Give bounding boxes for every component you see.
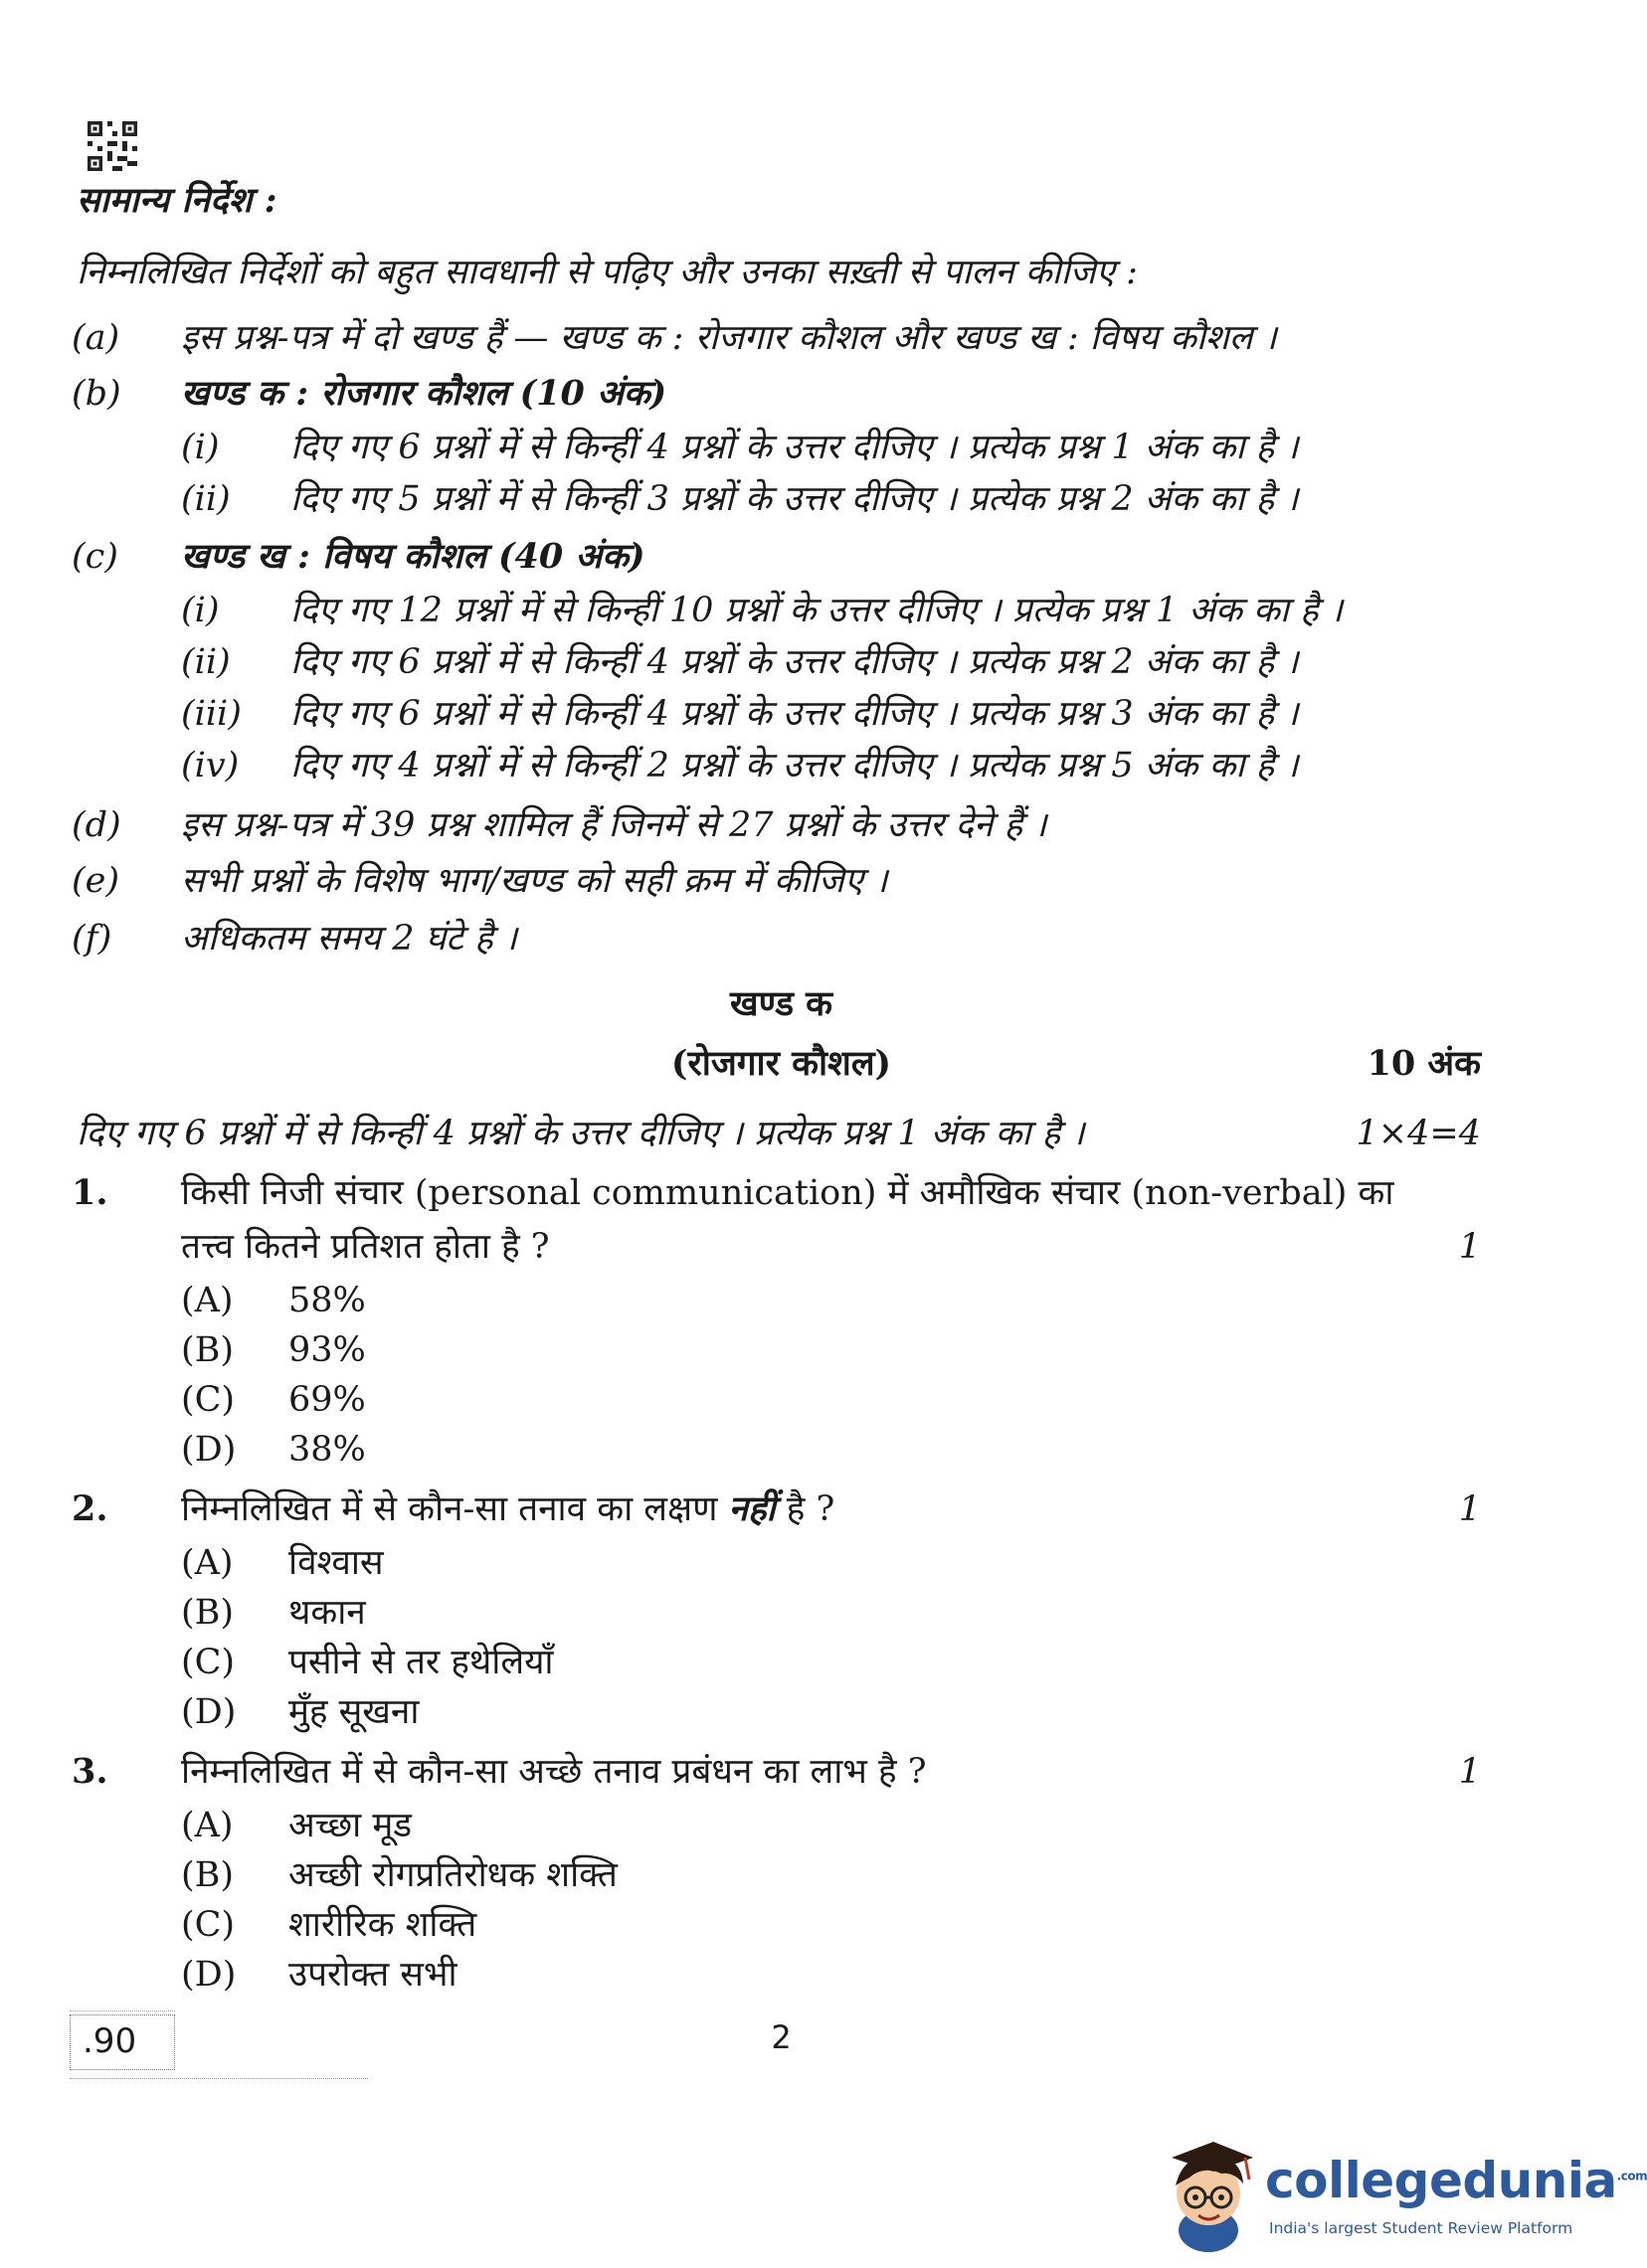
sub-instruction-roman: (iv)	[181, 746, 240, 785]
instructions-intro: निम्नलिखित निर्देशों को बहुत सावधानी से पढ़िए और उनका सख़्ती से पालन कीजिए :	[77, 253, 1138, 292]
instruction-text: इस प्रश्न-पत्र में दो खण्ड हैं — खण्ड क : रोजगार कौशल और खण्ड ख : विषय कौशल ।	[181, 318, 1277, 358]
option-letter: (D)	[181, 1430, 237, 1470]
brand-suffix: .com	[1616, 2169, 1647, 2183]
student-mascot-icon	[1154, 2136, 1258, 2255]
question-number: 2.	[72, 1488, 108, 1529]
paper-code-box: .90	[70, 2014, 175, 2070]
instruction-letter: (d)	[72, 805, 121, 845]
option-text: मुँह सूखना	[288, 1692, 420, 1732]
instruction-text: इस प्रश्न-पत्र में 39 प्रश्न शामिल हैं जिनमें से 27 प्रश्नों के उत्तर देने हैं ।	[181, 805, 1047, 845]
option-text: 58%	[288, 1281, 366, 1320]
sub-instruction-roman: (iii)	[181, 694, 242, 734]
option-text: पसीने से तर हथेलियाँ	[288, 1643, 554, 1682]
option-letter: (A)	[181, 1281, 234, 1320]
sub-instruction-text: दिए गए 4 प्रश्नों में से किन्हीं 2 प्रश्नों के उत्तर दीजिए । प्रत्येक प्रश्न 5 अंक का है ।	[290, 746, 1299, 785]
option-text: 69%	[288, 1380, 366, 1420]
instruction-letter: (b)	[72, 374, 121, 414]
option-letter: (C)	[181, 1905, 236, 1945]
option-letter: (A)	[181, 1806, 234, 1845]
question-text: किसी निजी संचार (personal communication) में अमौखिक संचार (non-verbal) का	[181, 1173, 1394, 1213]
question-text-post: है ?	[786, 1489, 835, 1529]
qr-code-icon	[88, 121, 137, 171]
option-letter: (D)	[181, 1692, 237, 1732]
question-emphasis: नहीं	[728, 1488, 776, 1529]
question-number: 1.	[72, 1172, 108, 1213]
section-title: खण्ड क	[729, 983, 833, 1024]
option-text: थकान	[288, 1593, 366, 1633]
question-text-pre: निम्नलिखित में से कौन-सा तनाव का लक्षण	[181, 1489, 718, 1529]
instruction-text: अधिकतम समय 2 घंटे है ।	[181, 919, 518, 959]
option-letter: (C)	[181, 1643, 236, 1682]
question-text: तत्त्व कितने प्रतिशत होता है ?	[181, 1227, 550, 1267]
instruction-letter: (f)	[72, 919, 112, 959]
option-letter: (D)	[181, 1955, 237, 1995]
section-marks: 10 अंक	[1367, 1043, 1481, 1084]
instruction-letter: (e)	[72, 861, 120, 901]
option-letter: (B)	[181, 1330, 235, 1370]
option-text: 93%	[288, 1330, 366, 1370]
option-text: अच्छा मूड	[288, 1806, 413, 1845]
option-letter: (A)	[181, 1543, 234, 1583]
question-marks: 1	[1458, 1489, 1481, 1529]
micro-print-line	[70, 2078, 368, 2082]
option-text: विश्वास	[288, 1543, 384, 1583]
option-text: शारीरिक शक्ति	[288, 1905, 477, 1945]
option-letter: (B)	[181, 1593, 235, 1633]
question-marks: 1	[1458, 1752, 1481, 1792]
question-text	[181, 1487, 834, 1531]
brand-name: collegedunia$^{.com}$	[1265, 2152, 1647, 2209]
option-text: उपरोक्त सभी	[288, 1955, 458, 1995]
page-number: 2	[771, 2018, 792, 2056]
sub-instruction-roman: (ii)	[181, 642, 231, 682]
sub-instruction-text: दिए गए 6 प्रश्नों में से किन्हीं 4 प्रश्नों के उत्तर दीजिए । प्रत्येक प्रश्न 2 अंक का है ।	[290, 642, 1299, 682]
sub-instruction-text: दिए गए 12 प्रश्नों में से किन्हीं 10 प्रश्नों के उत्तर दीजिए । प्रत्येक प्रश्न 1 अंक का है ।	[290, 591, 1344, 630]
question-marks: 1	[1458, 1227, 1481, 1267]
sub-instruction-roman: (i)	[181, 591, 220, 630]
instruction-text: सभी प्रश्नों के विशेष भाग/खण्ड को सही क्रम में कीजिए ।	[181, 861, 888, 901]
section-instruction: दिए गए 6 प्रश्नों में से किन्हीं 4 प्रश्नों के उत्तर दीजिए । प्रत्येक प्रश्न 1 अंक का है ।	[77, 1114, 1085, 1153]
sub-instruction-text: दिए गए 6 प्रश्नों में से किन्हीं 4 प्रश्नों के उत्तर दीजिए । प्रत्येक प्रश्न 3 अंक का है ।	[290, 694, 1299, 734]
option-letter: (C)	[181, 1380, 236, 1420]
sub-instruction-text: दिए गए 6 प्रश्नों में से किन्हीं 4 प्रश्नों के उत्तर दीजिए । प्रत्येक प्रश्न 1 अंक का है ।	[290, 428, 1299, 467]
question-text: निम्नलिखित में से कौन-सा अच्छे तनाव प्रबंधन का लाभ है ?	[181, 1752, 927, 1792]
sub-instruction-text: दिए गए 5 प्रश्नों में से किन्हीं 3 प्रश्नों के उत्तर दीजिए । प्रत्येक प्रश्न 2 अंक का है ।	[290, 479, 1299, 519]
collegedunia-watermark	[1154, 2136, 1647, 2255]
instruction-letter: (c)	[72, 537, 118, 577]
general-instructions-heading: सामान्य निर्देश :	[77, 180, 277, 221]
instruction-title: खण्ड ख : विषय कौशल (40 अंक)	[181, 536, 645, 577]
option-text: अच्छी रोगप्रतिरोधक शक्ति	[288, 1855, 618, 1895]
brand-tagline: India's largest Student Review Platform	[1269, 2219, 1573, 2237]
option-letter: (B)	[181, 1855, 235, 1895]
sub-instruction-roman: (ii)	[181, 479, 231, 519]
instruction-title: खण्ड क : रोजगार कौशल (10 अंक)	[181, 373, 667, 414]
question-number: 3.	[72, 1751, 108, 1792]
instruction-letter: (a)	[72, 318, 120, 358]
section-instruction-marks: 1×4=4	[1356, 1114, 1481, 1153]
section-subtitle: (रोजगार कौशल)	[670, 1043, 892, 1084]
micro-print-line	[70, 2010, 175, 2013]
sub-instruction-roman: (i)	[181, 428, 220, 467]
option-text: 38%	[288, 1430, 366, 1470]
